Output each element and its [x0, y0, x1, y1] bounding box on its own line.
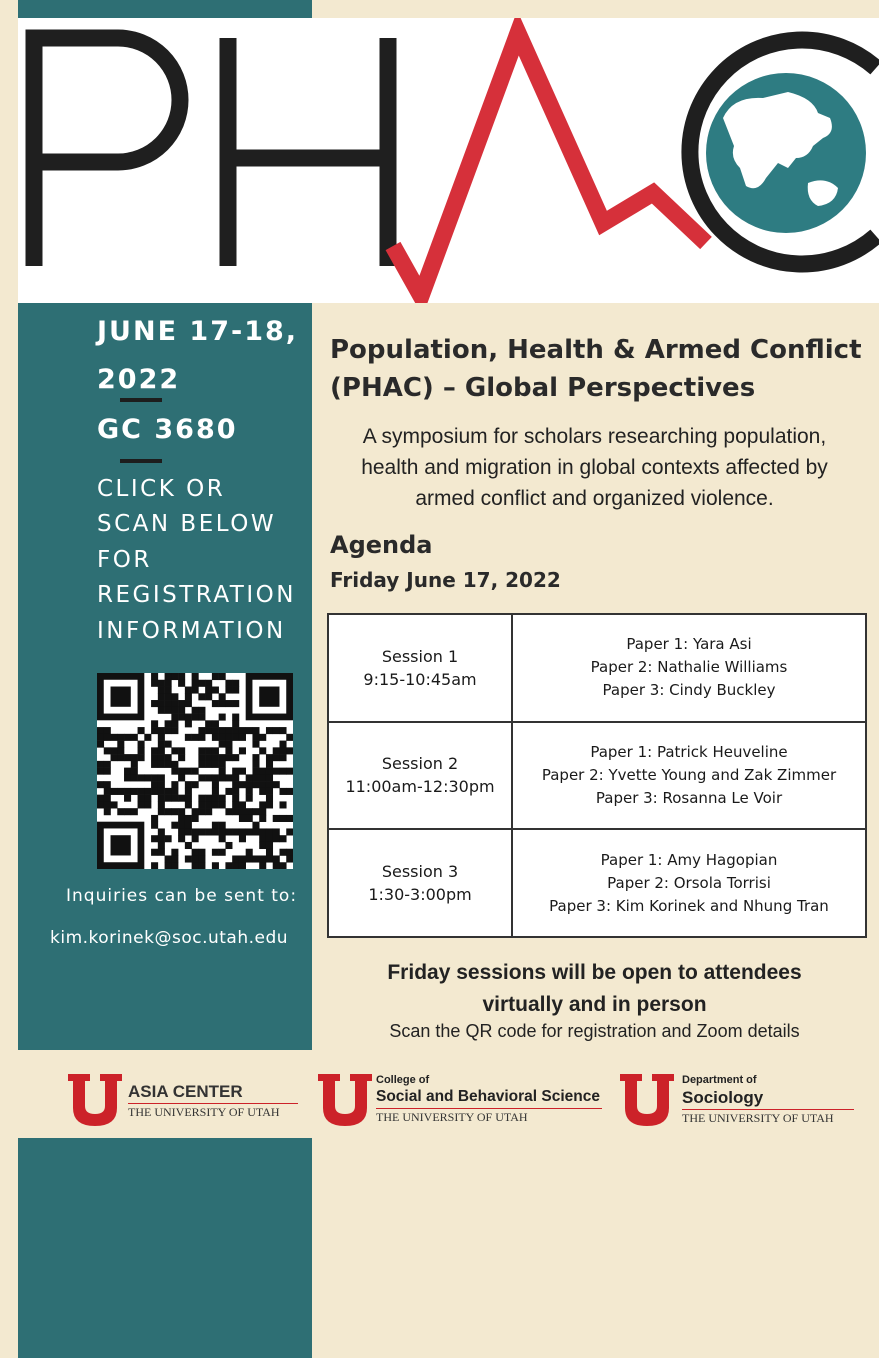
description-line: health and migration in global contexts affected by	[361, 456, 828, 479]
divider-dash	[120, 459, 162, 463]
paper-item: Paper 3: Cindy Buckley	[602, 681, 776, 700]
session-time: 11:00am-12:30pm	[345, 777, 495, 797]
event-room: GC 3680	[97, 414, 238, 445]
contact-email-link[interactable]: kim.korinek@soc.utah.edu	[50, 928, 289, 948]
paper-item: Paper 2: Nathalie Williams	[590, 658, 788, 677]
session-time: 9:15-10:45am	[363, 669, 477, 689]
logo-rule	[376, 1108, 602, 1109]
asia-center-logo	[66, 1072, 306, 1128]
qr-code-icon	[97, 673, 293, 869]
logo-university: THE UNIVERSITY OF UTAH	[682, 1111, 834, 1125]
session-cell	[328, 829, 512, 937]
paper-item: Paper 1: Yara Asi	[626, 635, 752, 654]
description-line: armed conflict and organized violence.	[415, 487, 774, 510]
logo-pre: Department of	[682, 1074, 757, 1086]
symposium-description	[322, 421, 867, 514]
agenda-table	[327, 613, 867, 938]
logo-name: Social and Behavioral Science	[376, 1088, 600, 1105]
title-line: Population, Health & Armed Conflict	[330, 335, 862, 365]
utah-u-icon	[66, 1072, 124, 1128]
papers-cell	[512, 829, 866, 937]
cta-line: INFORMATION	[97, 618, 286, 644]
note-line: virtually and in person	[482, 993, 707, 1016]
papers-cell	[512, 614, 866, 722]
logo-rule	[682, 1109, 854, 1110]
divider-dash	[120, 398, 162, 402]
logo-name: Sociology	[682, 1088, 764, 1107]
symposium-title	[330, 331, 875, 407]
phac-logo-graphic	[18, 18, 879, 303]
description-line: A symposium for scholars researching population,	[362, 425, 827, 448]
cta-line: CLICK OR	[97, 476, 226, 502]
session-cell	[328, 614, 512, 722]
table-row	[328, 829, 866, 937]
logo-university: THE UNIVERSITY OF UTAH	[128, 1105, 280, 1119]
agenda-date: Friday June 17, 2022	[330, 568, 561, 592]
utah-u-icon	[316, 1072, 374, 1128]
logo-pre: College of	[376, 1074, 430, 1086]
cta-line: SCAN BELOW	[97, 511, 277, 537]
paper-item: Paper 2: Yvette Young and Zak Zimmer	[541, 765, 837, 784]
session-name: Session 2	[381, 754, 459, 774]
utah-u-icon	[618, 1072, 676, 1128]
paper-item: Paper 1: Amy Hagopian	[600, 850, 778, 869]
table-row	[328, 722, 866, 830]
title-line: (PHAC) – Global Perspectives	[330, 373, 756, 403]
college-sbs-logo	[316, 1072, 606, 1128]
registration-qr-code[interactable]	[97, 673, 293, 869]
paper-item: Paper 1: Patrick Heuveline	[590, 742, 788, 761]
left-edge	[0, 0, 18, 1138]
paper-item: Paper 2: Orsola Torrisi	[607, 873, 771, 892]
event-date-line2: 2022	[97, 364, 181, 395]
logo-pulse-a	[393, 33, 706, 296]
session-time: 1:30-3:00pm	[368, 885, 472, 905]
registration-note: Scan the QR code for registration and Zoom details	[389, 1021, 800, 1041]
note-line: Friday sessions will be open to attendees	[387, 961, 802, 984]
top-teal-strip	[0, 0, 312, 18]
paper-item: Paper 3: Kim Korinek and Nhung Tran	[549, 896, 829, 915]
session-cell	[328, 722, 512, 830]
logo-letter-h	[228, 38, 388, 266]
logo-letter-p	[34, 38, 180, 266]
agenda-heading: Agenda	[330, 531, 433, 559]
inquiries-label: Inquiries can be sent to:	[66, 886, 298, 906]
logo-rule	[128, 1103, 298, 1104]
paper-item: Paper 3: Rosanna Le Voir	[595, 788, 783, 807]
table-row	[328, 614, 866, 722]
attendance-note	[322, 957, 867, 1021]
cta-line: REGISTRATION	[97, 582, 296, 608]
sociology-dept-logo	[618, 1072, 858, 1128]
logo-university: THE UNIVERSITY OF UTAH	[376, 1110, 528, 1124]
cta-line: FOR	[97, 547, 152, 573]
session-name: Session 3	[381, 862, 459, 882]
phac-logo-banner	[18, 18, 879, 303]
event-date-line1: JUNE 17-18,	[97, 316, 299, 347]
papers-cell	[512, 722, 866, 830]
logo-name: ASIA CENTER	[128, 1082, 243, 1101]
session-name: Session 1	[381, 646, 459, 666]
